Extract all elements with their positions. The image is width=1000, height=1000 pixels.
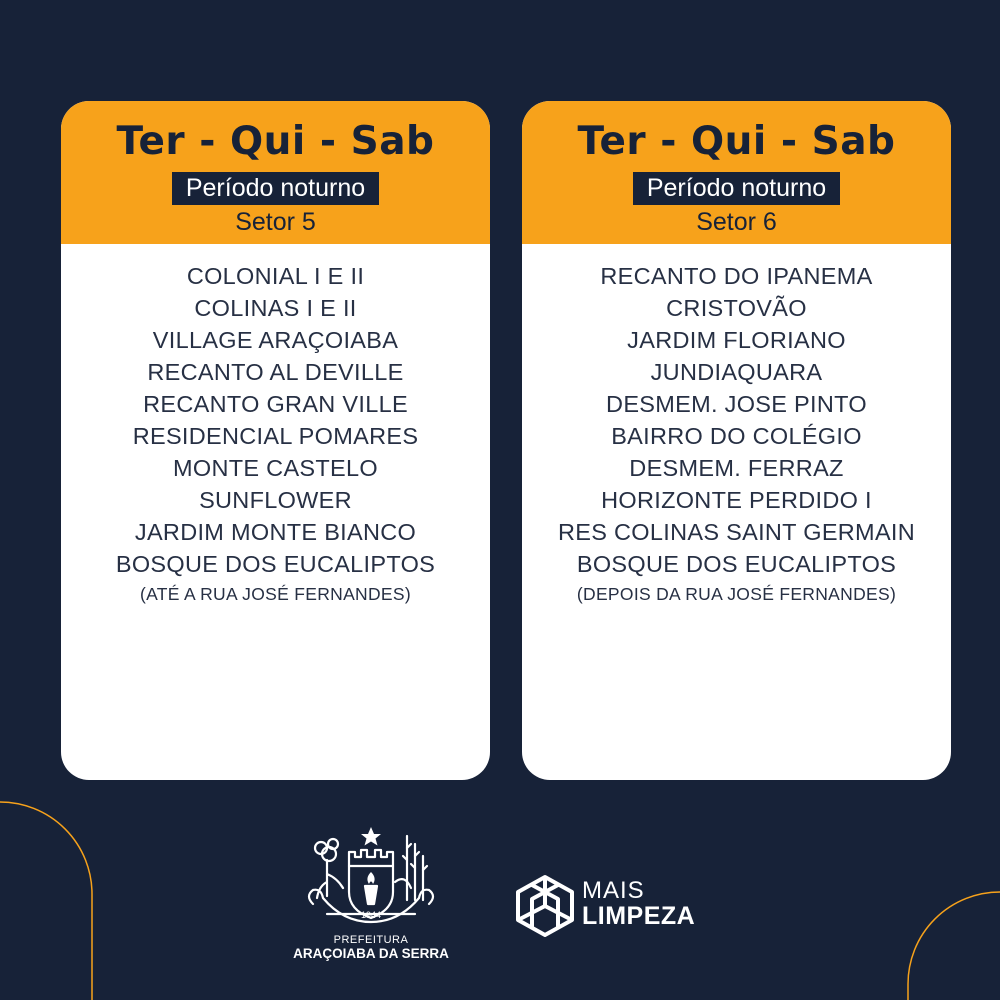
decorative-arc-right xyxy=(900,890,1000,1000)
neighborhood-list xyxy=(61,244,490,580)
brand-line-2: LIMPEZA xyxy=(582,902,696,930)
list-note: (ATÉ A RUA JOSÉ FERNANDES) xyxy=(139,584,411,604)
list-item: DESMEM. JOSE PINTO xyxy=(606,391,867,417)
neighborhood-list xyxy=(522,244,951,580)
city-name: ARAÇOIABA DA SERRA xyxy=(293,946,449,961)
list-note: (DEPOIS DA RUA JOSÉ FERNANDES) xyxy=(576,584,897,604)
cube-logo-icon xyxy=(512,873,578,939)
list-item: COLINAS I E II xyxy=(194,295,357,321)
list-item: BOSQUE DOS EUCALIPTOS xyxy=(115,551,436,577)
card-header xyxy=(522,101,951,244)
period-badge: Período noturno xyxy=(172,172,379,205)
city-coat-of-arms-icon xyxy=(283,826,459,932)
list-item: RECANTO DO IPANEMA xyxy=(600,263,873,289)
list-item: RES COLINAS SAINT GERMAIN xyxy=(557,519,916,545)
list-item: RESIDENCIAL POMARES xyxy=(132,423,419,449)
list-item: HORIZONTE PERDIDO I xyxy=(601,487,872,513)
list-item: JUNDIAQUARA xyxy=(650,359,823,385)
list-item: CRISTOVÃO xyxy=(666,295,807,321)
sector-label: Setor 6 xyxy=(696,208,777,236)
sector-label: Setor 5 xyxy=(235,208,316,236)
days-title: Ter - Qui - Sab xyxy=(577,119,896,164)
period-badge: Período noturno xyxy=(633,172,840,205)
brand-line-1: MAIS xyxy=(582,877,645,904)
list-item: RECANTO GRAN VILLE xyxy=(143,391,408,417)
card-header xyxy=(61,101,490,244)
days-title: Ter - Qui - Sab xyxy=(116,119,435,164)
founding-year: 1944 xyxy=(360,910,382,920)
prefeitura-logo xyxy=(283,826,459,966)
list-item: DESMEM. FERRAZ xyxy=(629,455,844,481)
list-item: JARDIM FLORIANO xyxy=(627,327,846,353)
prefeitura-label: PREFEITURA xyxy=(333,934,409,946)
list-item: JARDIM MONTE BIANCO xyxy=(134,519,417,545)
list-item: BAIRRO DO COLÉGIO xyxy=(611,423,862,449)
list-item: RECANTO AL DEVILLE xyxy=(147,359,404,385)
mais-limpeza-logo xyxy=(512,873,722,939)
list-item: MONTE CASTELO xyxy=(173,455,378,481)
schedule-card-sector-5 xyxy=(61,101,490,780)
list-item: BOSQUE DOS EUCALIPTOS xyxy=(576,551,897,577)
schedule-card-sector-6 xyxy=(522,101,951,780)
list-item: VILLAGE ARAÇOIABA xyxy=(152,327,399,353)
list-item: COLONIAL I E II xyxy=(186,263,365,289)
list-item: SUNFLOWER xyxy=(199,487,352,513)
